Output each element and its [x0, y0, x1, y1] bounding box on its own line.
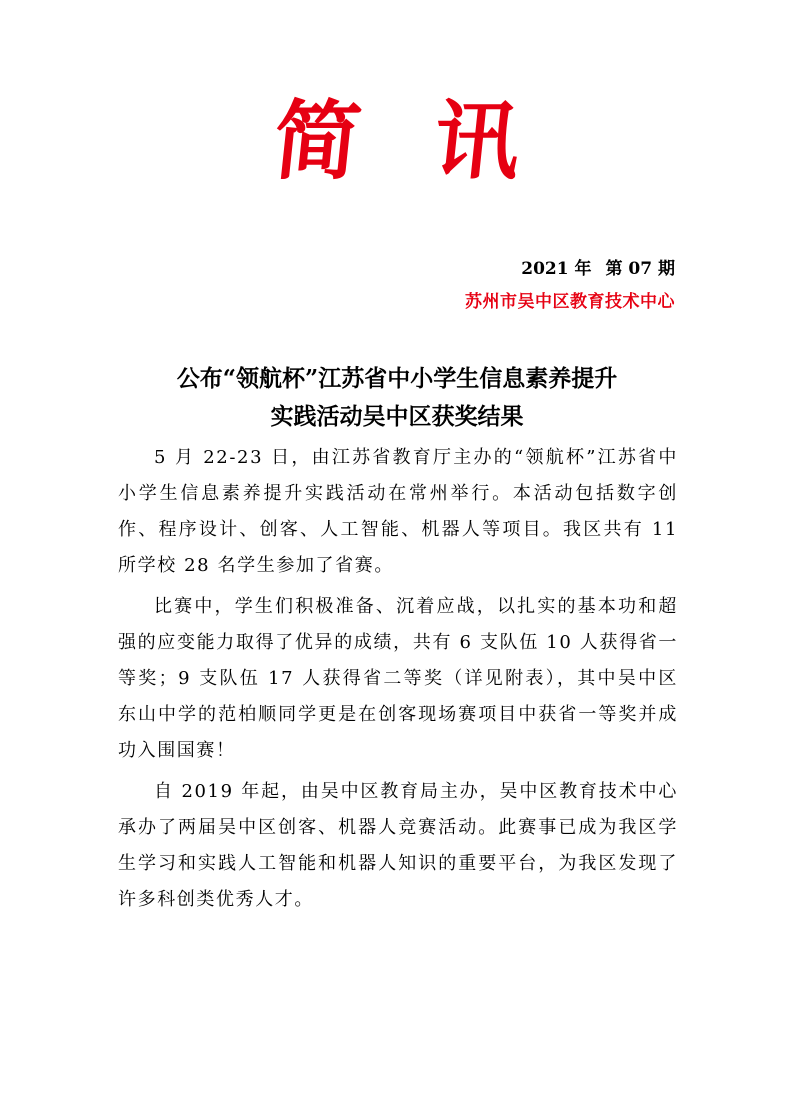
issue-year: 2021 年 [521, 259, 592, 279]
article-headline-line-1: 公布“领航杯”江苏省中小学生信息素养提升 [176, 365, 618, 392]
issue-line [521, 254, 675, 279]
paragraph-1: 5 月 22-23 日，由江苏省教育厅主办的“领航杯”江苏省中小学生信息素养提升实践活动在常州举行。本活动包括数字创作、程序设计、创客、人工智能、机器人等项目。我区共有 11 所学校 28 名学生参加了省赛。 [118, 447, 678, 576]
masthead-char-jian: 简 [268, 91, 366, 192]
masthead-char-xun: 讯 [428, 91, 526, 192]
masthead-title [0, 92, 794, 192]
issuer-name: 苏州市吴中区教育技术中心 [465, 292, 675, 312]
paragraph-2: 比赛中，学生们积极准备、沉着应战，以扎实的基本功和超强的应变能力取得了优异的成绩，共有 6 支队伍 10 人获得省一等奖；9 支队伍 17 人获得省二等奖（详见附表），其中吴中区东山中学的范柏顺同学更是在创客现场赛项目中获省一等奖并成功入围国赛！ [118, 596, 678, 761]
article-body [118, 440, 678, 918]
issue-number: 第 07 期 [605, 259, 675, 279]
paragraph-3: 自 2019 年起，由吴中区教育局主办，吴中区教育技术中心承办了两届吴中区创客、机器人竞赛活动。此赛事已成为我区学生学习和实践人工智能和机器人知识的重要平台，为我区发现了许多科创类优秀人才。 [118, 781, 678, 910]
article-headline-line-2: 实践活动吴中区获奖结果 [270, 403, 524, 430]
